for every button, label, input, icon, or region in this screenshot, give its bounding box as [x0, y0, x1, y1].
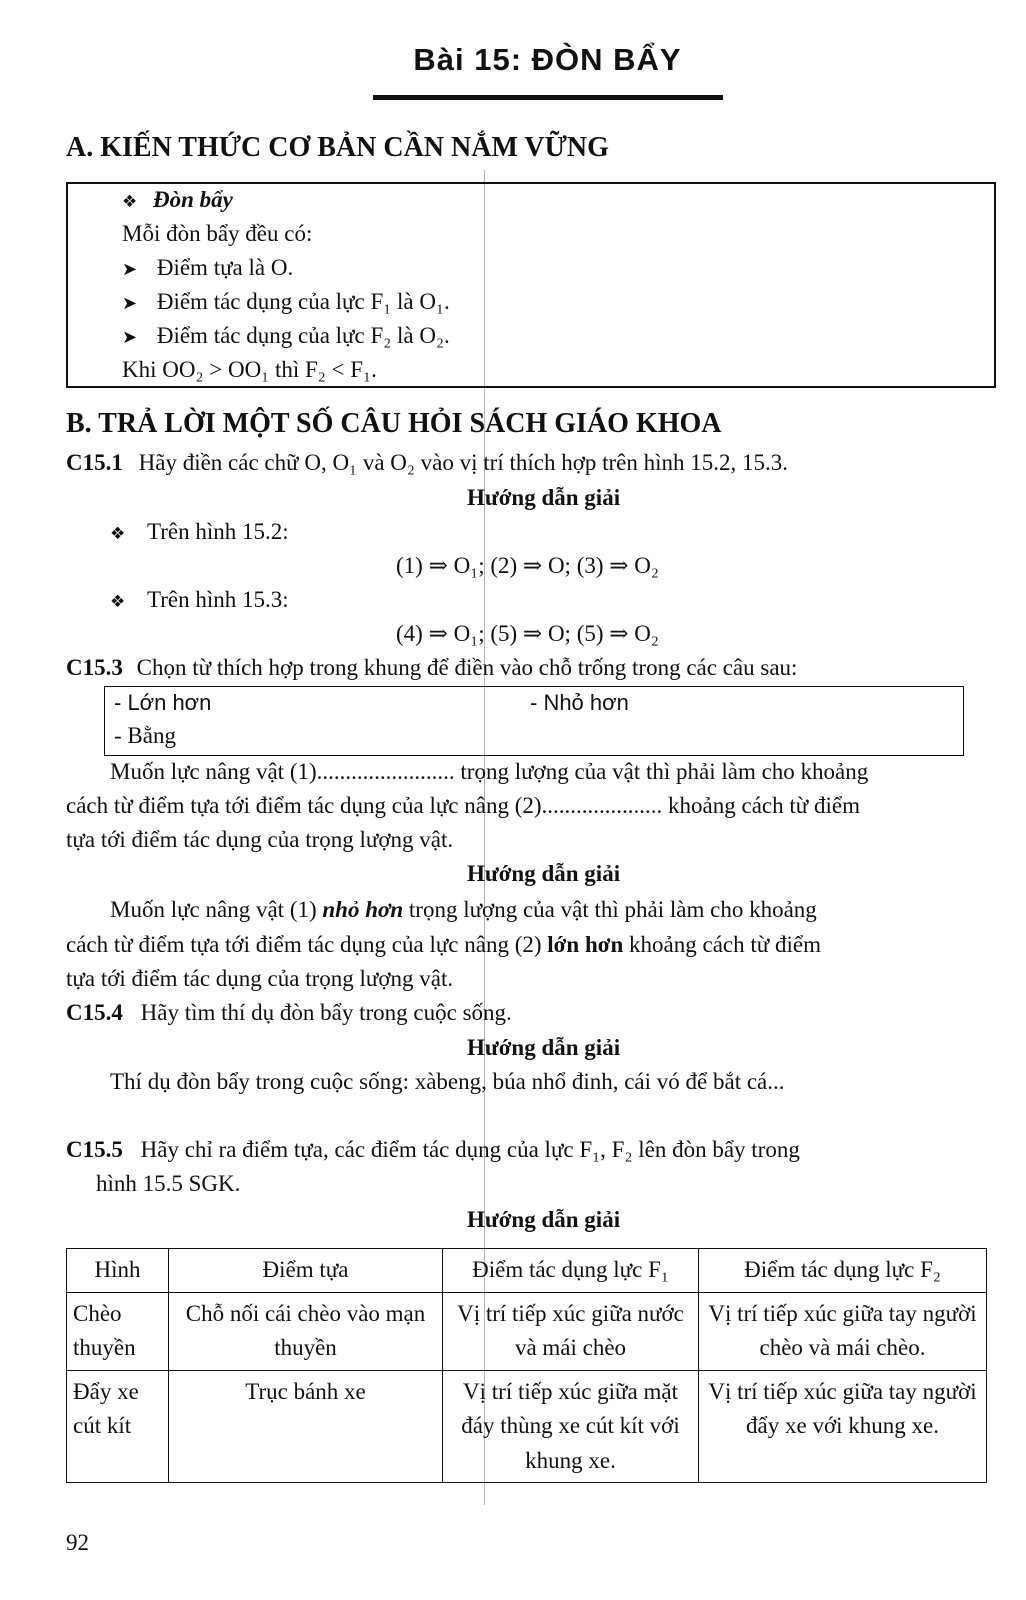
guide-heading: Hướng dẫn giải [467, 1207, 621, 1232]
table-cell: Trục bánh xe [169, 1370, 443, 1483]
guide-heading: Hướng dẫn giải [467, 861, 621, 886]
table-header-cell: Điểm tựa [169, 1249, 443, 1293]
table-row [67, 1370, 987, 1483]
table-cell: Vị trí tiếp xúc giữa tay người chèo và mái chèo. [699, 1292, 987, 1370]
question-c15-5-continued: hình 15.5 SGK. [96, 1171, 241, 1196]
answer-text: Thí dụ đòn bẩy trong cuộc sống: xàbeng, búa nhổ đinh, cái vó để bắt cá... [110, 1069, 785, 1094]
word-option: - Bằng [114, 723, 176, 748]
summary-bullet: ➤ Điểm tựa là O. [122, 255, 294, 280]
summary-bullet: ➤ Điểm tác dụng của lực F₂ là O₂. [122, 323, 450, 348]
table-header-cell: Điểm tác dụng lực F₂ [699, 1249, 987, 1293]
exercise-text: Muốn lực nâng vật (1)........................ trọng lượng của vật thì phải làm cho khoảng [110, 759, 869, 784]
question-c15-5: C15.5 Hãy chỉ ra điểm tựa, các điểm tác dụng của lực F₁, F₂ lên đòn bẩy trong [66, 1137, 800, 1162]
table-cell: Chỗ nối cái chèo vào mạn thuyền [169, 1292, 443, 1370]
table-header-cell: Hình [67, 1249, 169, 1293]
summary-rule: Khi OO₂ > OO₁ thì F₂ < F₁. [122, 357, 377, 382]
summary-intro: Mỗi đòn bẩy đều có: [122, 221, 313, 246]
table-row [67, 1292, 987, 1370]
table-header-row [67, 1249, 987, 1293]
diamond-bullet-icon: ❖ [110, 524, 126, 544]
figure-answer: (4) ⇒ O₁; (5) ⇒ O; (5) ⇒ O₂ [396, 621, 659, 646]
figure-answer: (1) ⇒ O₁; (2) ⇒ O; (3) ⇒ O₂ [396, 553, 659, 578]
figure-label: ❖ Trên hình 15.3: [110, 587, 289, 612]
section-b-heading: B. TRẢ LỜI MỘT SỐ CÂU HỎI SÁCH GIÁO KHOA [66, 408, 722, 439]
arrowhead-bullet-icon: ➤ [122, 259, 138, 280]
table-header-cell: Điểm tác dụng lực F₁ [443, 1249, 699, 1293]
word-option: - Nhỏ hơn [530, 690, 629, 715]
arrowhead-bullet-icon: ➤ [122, 327, 138, 348]
summary-box-title: ❖ Đòn bẩy [122, 187, 233, 212]
exercise-text: tựa tới điểm tác dụng của trọng lượng vật. [66, 827, 454, 852]
answer-table [66, 1248, 987, 1483]
diamond-bullet-icon: ❖ [110, 592, 126, 612]
answer-text: cách từ điểm tựa tới điểm tác dụng của lực nâng (2) lớn hơn khoảng cách từ điểm [66, 932, 821, 957]
title-underline [373, 95, 723, 100]
arrowhead-bullet-icon: ➤ [122, 293, 138, 314]
word-option: - Lớn hơn [114, 690, 212, 715]
guide-heading: Hướng dẫn giải [467, 1035, 621, 1060]
exercise-text: cách từ điểm tựa tới điểm tác dụng của lực nâng (2)..................... khoảng cách từ điểm [66, 793, 860, 818]
section-a-heading: A. KIẾN THỨC CƠ BẢN CẦN NẮM VỮNG [66, 132, 609, 163]
page-number: 92 [66, 1530, 89, 1555]
question-c15-4: C15.4 Hãy tìm thí dụ đòn bẩy trong cuộc sống. [66, 1000, 512, 1025]
summary-bullet: ➤ Điểm tác dụng của lực F₁ là O₁. [122, 289, 450, 314]
question-c15-3: C15.3 Chọn từ thích hợp trong khung để điền vào chỗ trống trong các câu sau: [66, 655, 798, 680]
table-cell: Vị trí tiếp xúc giữa tay người đẩy xe với khung xe. [699, 1370, 987, 1483]
table-cell: Chèo thuyền [67, 1292, 169, 1370]
lesson-title: Bài 15: ĐÒN BẨY [413, 42, 682, 77]
answer-text: tựa tới điểm tác dụng của trọng lượng vật. [66, 966, 454, 991]
answer-text: Muốn lực nâng vật (1) nhỏ hơn trọng lượng của vật thì phải làm cho khoảng [110, 897, 817, 922]
figure-label: ❖ Trên hình 15.2: [110, 519, 289, 544]
guide-heading: Hướng dẫn giải [467, 485, 621, 510]
table-cell: Đẩy xe cút kít [67, 1370, 169, 1483]
question-c15-1: C15.1 Hãy điền các chữ O, O₁ và O₂ vào vị trí thích hợp trên hình 15.2, 15.3. [66, 450, 789, 475]
table-cell: Vị trí tiếp xúc giữa mặt đáy thùng xe cút kít với khung xe. [443, 1370, 699, 1483]
diamond-bullet-icon: ❖ [122, 192, 138, 212]
table-cell: Vị trí tiếp xúc giữa nước và mái chèo [443, 1292, 699, 1370]
